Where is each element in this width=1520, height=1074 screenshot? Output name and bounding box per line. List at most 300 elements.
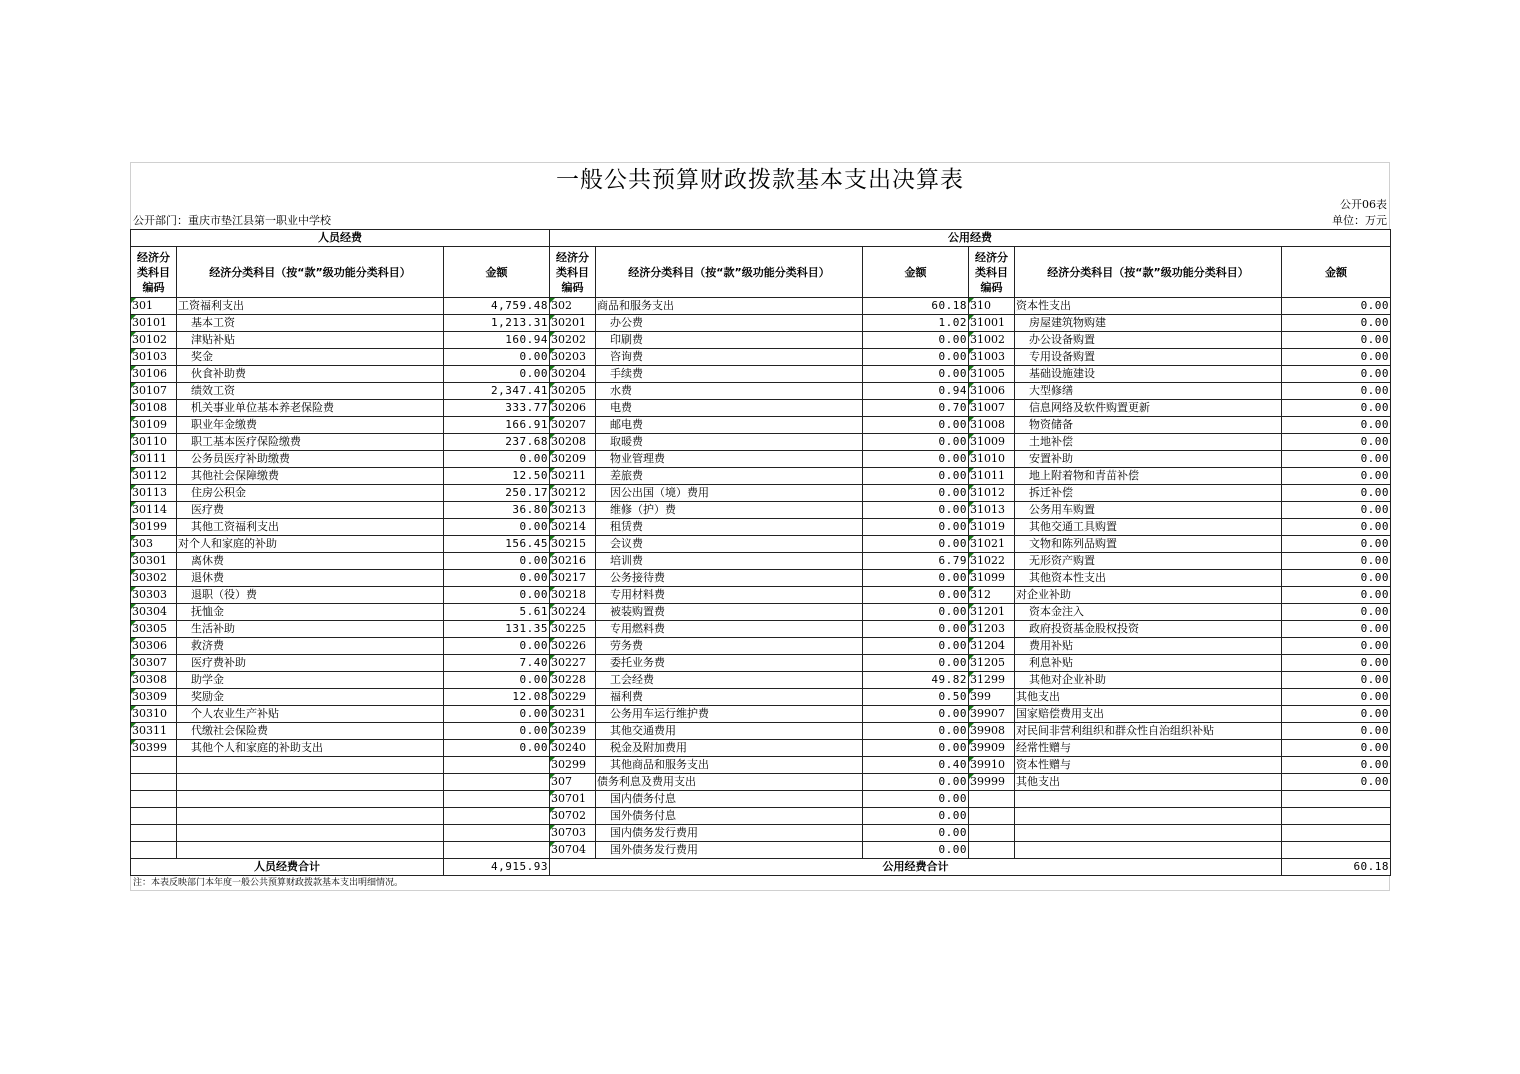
item-code: 30108 — [131, 400, 177, 417]
item-amount — [1282, 825, 1391, 842]
item-code: 31022 — [969, 553, 1015, 570]
item-amount: 12.08 — [444, 689, 550, 706]
item-name: 对民间非营利组织和群众性自治组织补贴 — [1015, 723, 1282, 740]
item-code: 30240 — [550, 740, 596, 757]
item-code: 301 — [131, 298, 177, 315]
item-amount: 0.00 — [863, 536, 969, 553]
item-amount: 7.40 — [444, 655, 550, 672]
item-name: 抚恤金 — [177, 604, 444, 621]
item-amount — [1282, 791, 1391, 808]
table-row — [131, 570, 1391, 587]
item-code: 39907 — [969, 706, 1015, 723]
item-amount: 0.00 — [863, 774, 969, 791]
page-title: 一般公共预算财政拨款基本支出决算表 — [130, 162, 1390, 197]
item-name: 基础设施建设 — [1015, 366, 1282, 383]
table-row — [131, 332, 1391, 349]
item-code: 30201 — [550, 315, 596, 332]
item-amount: 0.00 — [1282, 315, 1391, 332]
item-name: 住房公积金 — [177, 485, 444, 502]
item-amount: 0.00 — [1282, 332, 1391, 349]
item-code: 30305 — [131, 621, 177, 638]
item-code: 30301 — [131, 553, 177, 570]
item-name: 税金及附加费用 — [596, 740, 863, 757]
item-amount: 0.40 — [863, 757, 969, 774]
item-code: 399 — [969, 689, 1015, 706]
table-row — [131, 842, 1391, 859]
item-code: 30303 — [131, 587, 177, 604]
item-name: 国外债务付息 — [596, 808, 863, 825]
item-code: 30114 — [131, 502, 177, 519]
item-name: 拆迁补偿 — [1015, 485, 1282, 502]
item-amount: 0.00 — [444, 723, 550, 740]
item-code: 30205 — [550, 383, 596, 400]
item-amount: 4,759.48 — [444, 298, 550, 315]
item-name: 资本金注入 — [1015, 604, 1282, 621]
item-name: 办公设备购置 — [1015, 332, 1282, 349]
item-amount: 166.91 — [444, 417, 550, 434]
item-code: 30213 — [550, 502, 596, 519]
department-row — [130, 213, 1390, 229]
item-amount: 0.00 — [863, 604, 969, 621]
item-code: 30215 — [550, 536, 596, 553]
item-name: 国内债务发行费用 — [596, 825, 863, 842]
expenditure-table — [130, 229, 1391, 876]
item-name: 大型修缮 — [1015, 383, 1282, 400]
table-row — [131, 791, 1391, 808]
item-amount: 0.00 — [863, 417, 969, 434]
item-amount: 0.70 — [863, 400, 969, 417]
item-name — [1015, 825, 1282, 842]
item-name: 培训费 — [596, 553, 863, 570]
item-name: 费用补贴 — [1015, 638, 1282, 655]
table-row — [131, 604, 1391, 621]
item-name — [177, 774, 444, 791]
table-row — [131, 502, 1391, 519]
table-row — [131, 315, 1391, 332]
item-amount: 36.80 — [444, 502, 550, 519]
table-row — [131, 621, 1391, 638]
item-name: 其他商品和服务支出 — [596, 757, 863, 774]
table-row — [131, 689, 1391, 706]
item-name: 伙食补助费 — [177, 366, 444, 383]
item-name: 工会经费 — [596, 672, 863, 689]
item-amount: 0.00 — [863, 434, 969, 451]
table-row — [131, 400, 1391, 417]
item-code: 30399 — [131, 740, 177, 757]
item-name: 文物和陈列品购置 — [1015, 536, 1282, 553]
table-row — [131, 740, 1391, 757]
item-code: 30204 — [550, 366, 596, 383]
item-name: 会议费 — [596, 536, 863, 553]
item-code: 30299 — [550, 757, 596, 774]
item-amount: 0.00 — [444, 638, 550, 655]
item-name: 信息网络及软件购置更新 — [1015, 400, 1282, 417]
item-code: 30209 — [550, 451, 596, 468]
table-row — [131, 825, 1391, 842]
item-amount: 0.00 — [863, 519, 969, 536]
item-amount: 0.00 — [863, 740, 969, 757]
item-name: 职业年金缴费 — [177, 417, 444, 434]
item-name: 其他支出 — [1015, 774, 1282, 791]
item-code: 30217 — [550, 570, 596, 587]
item-amount: 0.00 — [1282, 553, 1391, 570]
item-amount: 6.79 — [863, 553, 969, 570]
item-name: 机关事业单位基本养老保险费 — [177, 400, 444, 417]
item-name — [1015, 842, 1282, 859]
item-code: 30103 — [131, 349, 177, 366]
totals-row — [131, 859, 1391, 876]
table-row — [131, 366, 1391, 383]
item-name: 维修（护）费 — [596, 502, 863, 519]
item-name — [1015, 791, 1282, 808]
item-amount: 0.50 — [863, 689, 969, 706]
item-code: 31003 — [969, 349, 1015, 366]
item-name: 办公费 — [596, 315, 863, 332]
item-name: 物业管理费 — [596, 451, 863, 468]
item-code — [131, 825, 177, 842]
item-name: 退职（役）费 — [177, 587, 444, 604]
item-amount: 0.00 — [1282, 587, 1391, 604]
item-code: 31009 — [969, 434, 1015, 451]
item-name: 差旅费 — [596, 468, 863, 485]
item-amount — [444, 757, 550, 774]
item-name: 水费 — [596, 383, 863, 400]
item-name: 其他交通费用 — [596, 723, 863, 740]
item-name: 退休费 — [177, 570, 444, 587]
table-row — [131, 434, 1391, 451]
item-amount: 237.68 — [444, 434, 550, 451]
item-amount: 0.00 — [1282, 502, 1391, 519]
item-name — [177, 791, 444, 808]
item-code — [969, 825, 1015, 842]
item-amount — [444, 774, 550, 791]
item-name: 取暖费 — [596, 434, 863, 451]
item-amount: 0.00 — [1282, 536, 1391, 553]
item-code: 30208 — [550, 434, 596, 451]
item-name: 利息补贴 — [1015, 655, 1282, 672]
item-name: 劳务费 — [596, 638, 863, 655]
item-code: 303 — [131, 536, 177, 553]
item-code: 31006 — [969, 383, 1015, 400]
table-row — [131, 706, 1391, 723]
item-amount: 0.00 — [444, 706, 550, 723]
item-name: 职工基本医疗保险缴费 — [177, 434, 444, 451]
item-name: 其他对企业补助 — [1015, 672, 1282, 689]
item-amount: 0.00 — [1282, 621, 1391, 638]
item-amount: 0.00 — [1282, 672, 1391, 689]
item-amount: 0.00 — [863, 366, 969, 383]
item-code: 31205 — [969, 655, 1015, 672]
item-name — [177, 757, 444, 774]
item-code: 30309 — [131, 689, 177, 706]
item-amount: 0.00 — [863, 349, 969, 366]
item-code: 30311 — [131, 723, 177, 740]
item-amount — [444, 791, 550, 808]
item-amount: 0.00 — [1282, 349, 1391, 366]
item-amount — [1282, 842, 1391, 859]
item-amount: 0.00 — [1282, 366, 1391, 383]
form-number: 公开06表 — [1340, 198, 1387, 211]
item-amount: 0.00 — [863, 842, 969, 859]
item-code: 310 — [969, 298, 1015, 315]
item-amount: 2,347.41 — [444, 383, 550, 400]
section-header-row — [131, 230, 1391, 247]
item-name — [177, 842, 444, 859]
item-name: 被装购置费 — [596, 604, 863, 621]
item-name: 委托业务费 — [596, 655, 863, 672]
item-amount: 0.00 — [1282, 570, 1391, 587]
item-code: 30102 — [131, 332, 177, 349]
item-amount: 0.00 — [1282, 417, 1391, 434]
footnote: 注：本表反映部门本年度一般公共预算财政拨款基本支出明细情况。 — [130, 876, 1390, 891]
header-code: 经济分类科目编码 — [550, 247, 596, 298]
header-name: 经济分类科目（按“款”级功能分类科目） — [596, 247, 863, 298]
item-amount: 156.45 — [444, 536, 550, 553]
public-total-label: 公用经费合计 — [550, 859, 1282, 876]
item-code: 30703 — [550, 825, 596, 842]
item-amount: 0.00 — [1282, 689, 1391, 706]
item-amount: 0.00 — [863, 502, 969, 519]
item-code: 31012 — [969, 485, 1015, 502]
item-code: 31203 — [969, 621, 1015, 638]
item-name: 国外债务发行费用 — [596, 842, 863, 859]
item-code: 31008 — [969, 417, 1015, 434]
item-code: 30310 — [131, 706, 177, 723]
item-name: 印刷费 — [596, 332, 863, 349]
item-code: 30112 — [131, 468, 177, 485]
item-amount: 0.00 — [444, 451, 550, 468]
item-amount: 0.00 — [444, 570, 550, 587]
item-code: 31299 — [969, 672, 1015, 689]
section-personnel: 人员经费 — [131, 230, 550, 247]
item-name — [1015, 808, 1282, 825]
item-name: 其他交通工具购置 — [1015, 519, 1282, 536]
item-amount: 0.00 — [1282, 434, 1391, 451]
item-code: 30225 — [550, 621, 596, 638]
item-amount: 60.18 — [863, 298, 969, 315]
personnel-total-value: 4,915.93 — [444, 859, 550, 876]
item-amount — [444, 808, 550, 825]
item-code: 30218 — [550, 587, 596, 604]
item-amount: 0.00 — [1282, 485, 1391, 502]
item-name: 邮电费 — [596, 417, 863, 434]
header-amount: 金额 — [444, 247, 550, 298]
item-code: 31099 — [969, 570, 1015, 587]
item-code — [131, 774, 177, 791]
item-amount: 0.00 — [863, 791, 969, 808]
item-amount: 160.94 — [444, 332, 550, 349]
item-name: 绩效工资 — [177, 383, 444, 400]
table-row — [131, 774, 1391, 791]
item-amount: 1.02 — [863, 315, 969, 332]
item-code: 31005 — [969, 366, 1015, 383]
personnel-total-label: 人员经费合计 — [131, 859, 444, 876]
header-name: 经济分类科目（按“款”级功能分类科目） — [1015, 247, 1282, 298]
item-amount: 0.00 — [1282, 604, 1391, 621]
item-name: 因公出国（境）费用 — [596, 485, 863, 502]
table-row — [131, 383, 1391, 400]
header-amount: 金额 — [863, 247, 969, 298]
item-code — [969, 842, 1015, 859]
item-code: 31007 — [969, 400, 1015, 417]
item-code: 39999 — [969, 774, 1015, 791]
item-name: 资本性赠与 — [1015, 757, 1282, 774]
item-name: 租赁费 — [596, 519, 863, 536]
header-amount: 金额 — [1282, 247, 1391, 298]
item-code — [131, 757, 177, 774]
item-name: 土地补偿 — [1015, 434, 1282, 451]
item-amount: 0.00 — [863, 706, 969, 723]
header-code: 经济分类科目编码 — [969, 247, 1015, 298]
table-row — [131, 808, 1391, 825]
item-name — [177, 825, 444, 842]
item-name: 对个人和家庭的补助 — [177, 536, 444, 553]
item-code: 30214 — [550, 519, 596, 536]
item-amount: 0.00 — [863, 621, 969, 638]
table-row — [131, 536, 1391, 553]
budget-sheet — [130, 162, 1390, 891]
item-name: 专用材料费 — [596, 587, 863, 604]
item-code: 30227 — [550, 655, 596, 672]
item-amount — [444, 842, 550, 859]
item-amount: 12.50 — [444, 468, 550, 485]
item-code: 30206 — [550, 400, 596, 417]
item-amount: 0.00 — [1282, 383, 1391, 400]
table-row — [131, 451, 1391, 468]
item-name: 公务用车购置 — [1015, 502, 1282, 519]
item-amount: 0.00 — [1282, 774, 1391, 791]
item-code: 307 — [550, 774, 596, 791]
item-name: 政府投资基金股权投资 — [1015, 621, 1282, 638]
header-code: 经济分类科目编码 — [131, 247, 177, 298]
item-name: 咨询费 — [596, 349, 863, 366]
item-code: 30107 — [131, 383, 177, 400]
department-label: 公开部门：重庆市垫江县第一职业中学校 — [133, 214, 331, 227]
item-amount: 0.00 — [863, 638, 969, 655]
item-code: 31013 — [969, 502, 1015, 519]
item-amount: 0.00 — [1282, 655, 1391, 672]
item-name: 津贴补贴 — [177, 332, 444, 349]
item-code: 30211 — [550, 468, 596, 485]
item-code: 30239 — [550, 723, 596, 740]
item-code: 30207 — [550, 417, 596, 434]
item-amount: 0.00 — [444, 366, 550, 383]
item-amount: 0.00 — [1282, 638, 1391, 655]
item-name: 助学金 — [177, 672, 444, 689]
item-code — [969, 808, 1015, 825]
table-row — [131, 519, 1391, 536]
item-name: 公务员医疗补助缴费 — [177, 451, 444, 468]
item-code: 30228 — [550, 672, 596, 689]
item-amount: 0.00 — [863, 808, 969, 825]
item-code: 39908 — [969, 723, 1015, 740]
item-code: 30113 — [131, 485, 177, 502]
item-code: 31019 — [969, 519, 1015, 536]
item-code: 30202 — [550, 332, 596, 349]
table-row — [131, 349, 1391, 366]
item-amount: 0.00 — [863, 332, 969, 349]
item-code: 30109 — [131, 417, 177, 434]
item-name: 基本工资 — [177, 315, 444, 332]
item-amount: 0.00 — [444, 587, 550, 604]
item-name: 无形资产购置 — [1015, 553, 1282, 570]
item-amount: 0.00 — [863, 723, 969, 740]
item-amount: 0.00 — [444, 740, 550, 757]
item-name: 公务用车运行维护费 — [596, 706, 863, 723]
item-code: 30111 — [131, 451, 177, 468]
item-code: 31011 — [969, 468, 1015, 485]
item-amount: 0.00 — [1282, 468, 1391, 485]
item-amount: 0.94 — [863, 383, 969, 400]
item-amount: 0.00 — [1282, 740, 1391, 757]
section-public: 公用经费 — [550, 230, 1391, 247]
item-code: 31201 — [969, 604, 1015, 621]
item-code: 31010 — [969, 451, 1015, 468]
item-amount: 0.00 — [444, 519, 550, 536]
item-name: 物资储备 — [1015, 417, 1282, 434]
item-amount: 0.00 — [1282, 298, 1391, 315]
item-code: 30304 — [131, 604, 177, 621]
item-name: 医疗费 — [177, 502, 444, 519]
item-amount: 0.00 — [863, 587, 969, 604]
item-amount: 0.00 — [863, 451, 969, 468]
item-code — [131, 791, 177, 808]
item-name: 医疗费补助 — [177, 655, 444, 672]
item-name: 生活补助 — [177, 621, 444, 638]
item-code: 30702 — [550, 808, 596, 825]
item-name: 安置补助 — [1015, 451, 1282, 468]
item-code: 30216 — [550, 553, 596, 570]
item-amount: 333.77 — [444, 400, 550, 417]
item-amount: 49.82 — [863, 672, 969, 689]
item-code: 30212 — [550, 485, 596, 502]
item-code: 30226 — [550, 638, 596, 655]
item-name: 资本性支出 — [1015, 298, 1282, 315]
item-name: 工资福利支出 — [177, 298, 444, 315]
item-amount — [444, 825, 550, 842]
item-code: 30302 — [131, 570, 177, 587]
table-row — [131, 723, 1391, 740]
item-code: 30704 — [550, 842, 596, 859]
item-name: 离休费 — [177, 553, 444, 570]
item-name: 其他资本性支出 — [1015, 570, 1282, 587]
item-code: 30229 — [550, 689, 596, 706]
public-total-value: 60.18 — [1282, 859, 1391, 876]
item-name: 债务利息及费用支出 — [596, 774, 863, 791]
item-name: 手续费 — [596, 366, 863, 383]
header-name: 经济分类科目（按“款”级功能分类科目） — [177, 247, 444, 298]
item-name: 个人农业生产补贴 — [177, 706, 444, 723]
item-amount: 0.00 — [444, 553, 550, 570]
item-code: 31001 — [969, 315, 1015, 332]
table-row — [131, 417, 1391, 434]
item-name: 奖金 — [177, 349, 444, 366]
item-code: 39910 — [969, 757, 1015, 774]
item-name: 救济费 — [177, 638, 444, 655]
item-amount: 0.00 — [444, 672, 550, 689]
item-code — [969, 791, 1015, 808]
unit-label: 单位：万元 — [1332, 214, 1387, 227]
table-row — [131, 485, 1391, 502]
table-row — [131, 672, 1391, 689]
table-row — [131, 468, 1391, 485]
item-code: 30231 — [550, 706, 596, 723]
item-name: 国家赔偿费用支出 — [1015, 706, 1282, 723]
item-name: 代缴社会保险费 — [177, 723, 444, 740]
column-header-row — [131, 247, 1391, 298]
item-code: 30306 — [131, 638, 177, 655]
item-amount: 0.00 — [863, 825, 969, 842]
